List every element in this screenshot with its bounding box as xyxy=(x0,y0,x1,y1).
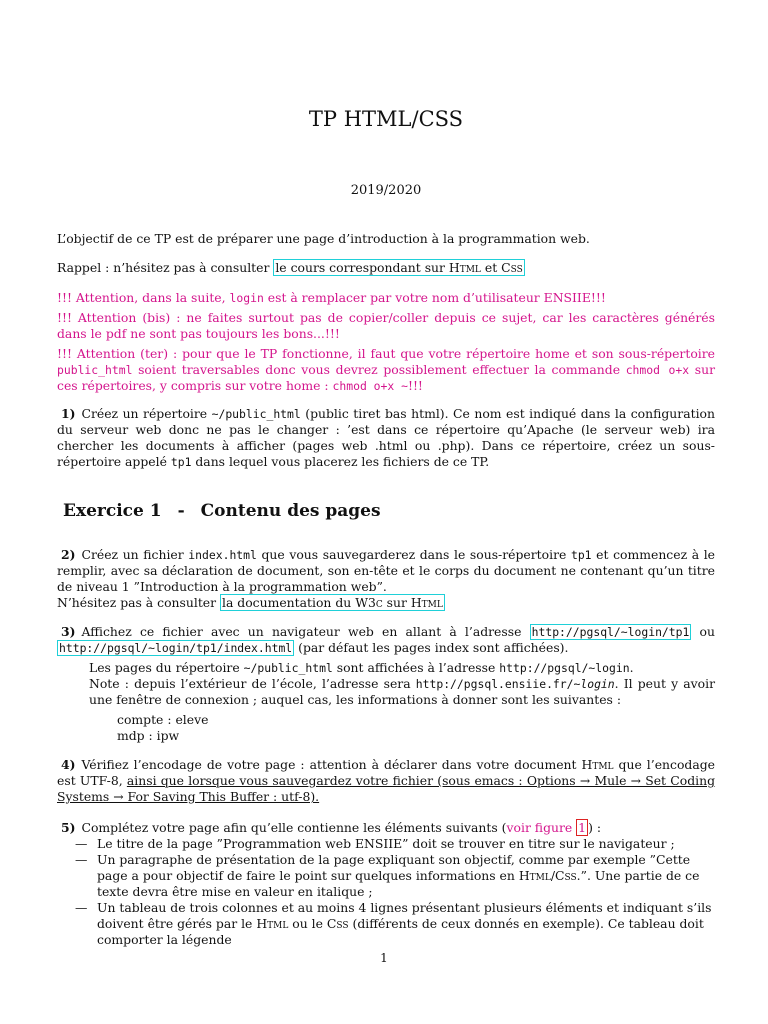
question-3-note: Les pages du répertoire ~/public_html sont affichées à l’adresse http://pgsql/~login. Note : depuis l’extérieur de l’école, l’adresse sera http://pgsql.ensiie.fr/~login. Il peut y avoir une fenêtre de connexion ; auquel cas, les informations à donner sont les suivantes : compte : eleve mdp : ipw xyxy=(89,660,715,743)
list-item: — Un paragraphe de présentation de la page expliquant son objectif, comme par exemple ”Cette page a pour objectif de faire le point sur quelques informations en Html/Css.”. Une partie de ce texte devra être mise en valeur en italique ; xyxy=(97,852,715,900)
question-1: 1) Créez un répertoire ~/public_html (public tiret bas html). Ce nom est indiqué dans la configuration du serveur web donc ne pas le changer : ’est dans ce répertoire qu’Apache (le serveur web) ira chercher les documents à afficher (pages web .html ou .php). Dans ce répertoire, créez un sous-répertoire appelé tp1 dans lequel vous placerez les fichiers de ce TP. xyxy=(57,406,715,469)
document-title: TP HTML/CSS xyxy=(308,107,464,131)
question-3: 3) Affichez ce fichier avec un navigateur web en allant à l’adresse http://pgsql/~login/tp1 ou http://pgsql/~login/tp1/index.html (par défaut les pages index sont affichées). Les pages du répertoire ~/public_html sont affichées à l’adresse http://pgsql/~login. Note : depuis l’extérieur de l’école, l’adresse sera http://pgsql.ensiie.fr/~login. Il peut y avoir une fenêtre de connexion ; auquel cas, les informations à donner sont les suivantes : compte : eleve mdp : ipw xyxy=(59,624,715,743)
url-link-index[interactable]: http://pgsql/~login/tp1/index.html xyxy=(59,641,293,655)
list-item: — Le titre de la page ”Programmation web ENSIIE” doit se trouver en titre sur le navigateur ; xyxy=(97,836,715,852)
rappel-paragraph: Rappel : n’hésitez pas à consulter le cours correspondant sur Html et Css xyxy=(57,260,523,275)
exercise-1-heading: Exercice 1 - Contenu des pages xyxy=(63,501,381,521)
url-link-tp1[interactable]: http://pgsql/~login/tp1 xyxy=(531,625,690,639)
document-year: 2019/2020 xyxy=(350,183,422,198)
elements-list xyxy=(57,836,715,948)
credentials-account: compte : eleve xyxy=(117,712,209,727)
attention-1: !!! Attention, dans la suite, login est à remplacer par votre nom d’utilisateur ENSIIE!!! xyxy=(57,290,606,305)
credentials-password: mdp : ipw xyxy=(117,728,180,743)
intro-paragraph: L’objectif de ce TP est de préparer une page d’introduction à la programmation web. xyxy=(57,231,590,246)
page-number: 1 xyxy=(380,951,388,965)
course-link[interactable]: le cours correspondant sur Html et Css xyxy=(275,260,523,275)
attention-2: !!! Attention (bis) : ne faites surtout pas de copier/coller depuis ce sujet, car les caractères générés dans le pdf ne sont pas toujours les bons...!!! xyxy=(57,310,715,341)
list-item: — Un tableau de trois colonnes et au moins 4 lignes présentant plusieurs éléments et indiquant s’ils doivent être gérés par le Html ou le Css (différents de ceux donnés en exemple). Ce tableau doit comporter la légende xyxy=(97,900,715,948)
attention-3: !!! Attention (ter) : pour que le TP fonctionne, il faut que votre répertoire home et son sous-répertoire public_html soient traversables donc vous devrez possiblement effectuer la commande chmod o+x sur ces répertoires, y compris sur votre home : chmod o+x ~!!! xyxy=(57,346,716,393)
question-5: 5) Complétez votre page afin qu’elle contienne les éléments suivants (voir figure 1 ) : — Le titre de la page ”Programmation web ENSIIE” doit se trouver en titre sur le navigateur ; — Un paragraphe de présentation de la page expliquant son objectif, comme par exemple ”Cette page a pour objectif de faire le point sur quelques informations en Html/Css.”. Une partie de ce texte devra être mise en valeur en italique ; — Un tableau de trois colonnes et au moins 4 lignes présentant plusieurs éléments et indiquant s’ils doivent être gérés par le Html ou le Css (différents de ceux donnés en exemple). Ce tableau doit comporter la légende xyxy=(57,820,715,948)
w3c-doc-link[interactable]: la documentation du W3c sur Html xyxy=(222,595,443,610)
figure-1-link[interactable]: 1 xyxy=(578,820,587,835)
question-2: 2) Créez un fichier index.html que vous sauvegarderez dans le sous-répertoire tp1 et commencez à le remplir, avec sa déclaration de document, son en-tête et le corps du document ne contenant qu’un titre de niveau 1 ”Introduction à la programmation web”. N’hésitez pas à consulter la documentation du W3c sur Html xyxy=(57,547,716,610)
question-4: 4) Vérifiez l’encodage de votre page : attention à déclarer dans votre document Html que l’encodage est UTF-8, ainsi que lorsque vous sauvegardez votre fichier (sous emacs : Options → Mule → Set Coding Systems → For Saving This Buffer : utf-8). xyxy=(57,757,716,804)
